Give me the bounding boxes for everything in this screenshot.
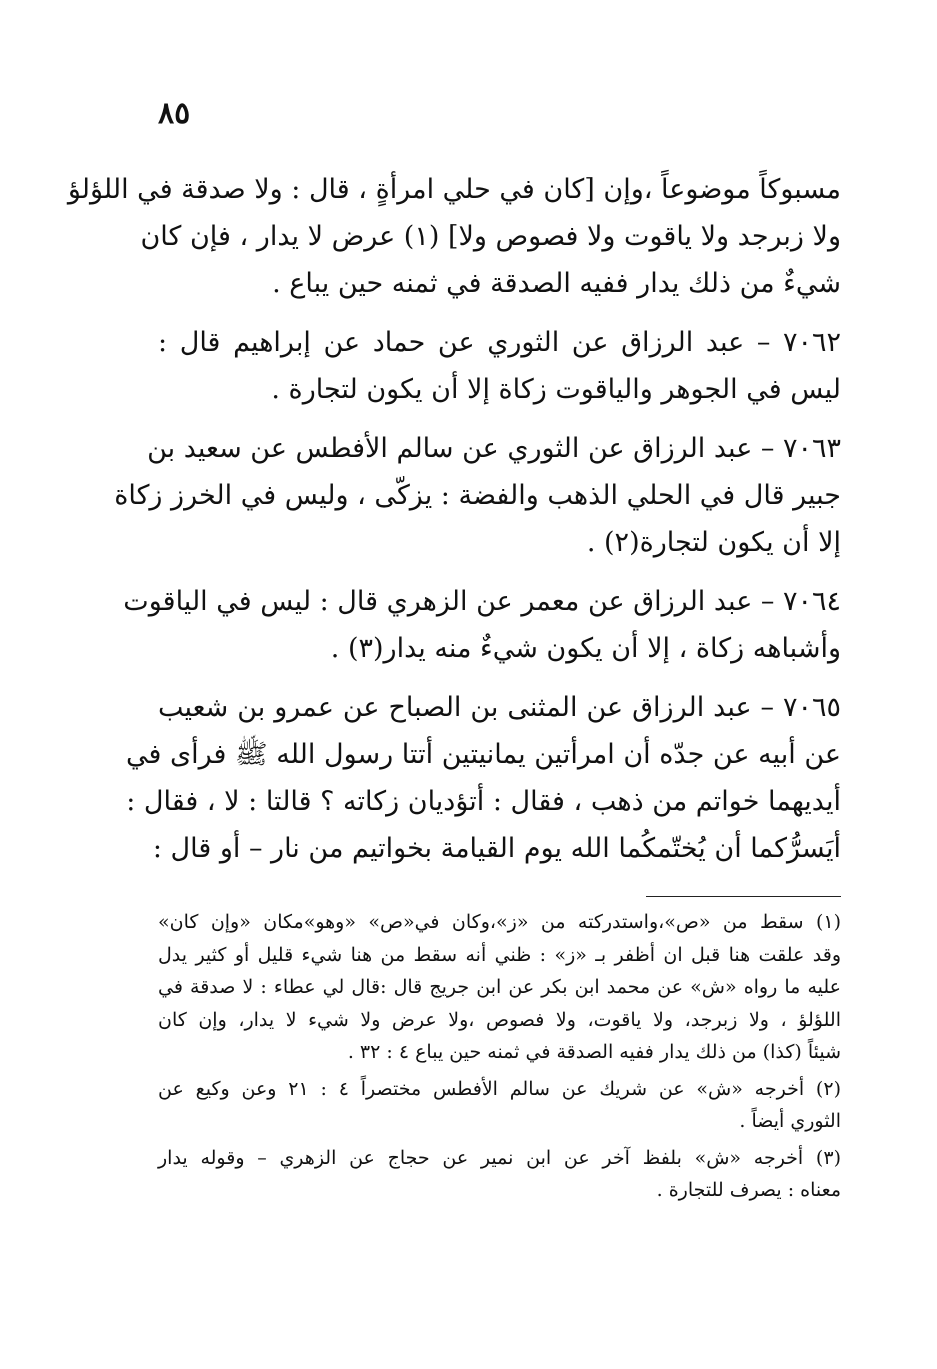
- text-line: مسبوكاً موضوعاً ،وإن [كان في حلي امرأةٍ ، قال : ولا صدقة في اللؤلؤ: [67, 174, 841, 205]
- text-line: أيديهما خواتم من ذهب ، فقال : أتؤديان زكاته ؟ قالتا : لا ، فقال :: [126, 786, 841, 817]
- text-line: ٧٠٦٣ – عبد الرزاق عن الثوري عن سالم الأفطس عن سعيد بن: [147, 433, 841, 464]
- footnotes: [158, 906, 841, 1211]
- hadith-7064: [123, 578, 841, 672]
- text-line: أيَسرُّكما أن يُختّمكُما الله يوم القيامة بخواتيم من نار – أو قال :: [152, 833, 841, 864]
- text-line: عن أبيه عن جدّه أن امرأتين يمانيتين أتتا رسول الله ﷺ فرأى في: [126, 739, 841, 770]
- footnote-1: [158, 906, 841, 1069]
- text-line: وأشباهه زكاة ، إلا أن يكون شيءٌ منه يدار(٣) .: [330, 633, 841, 664]
- footnote-line: شيئاً (كذا) من ذلك يدار ففيه الصدقة في ثمنه حين يباع ٤ : ٣٢ .: [347, 1041, 841, 1063]
- footnote-line: (٢) أخرجه «ش» عن شريك عن سالم الأفطس مختصراً ٤ : ٢١ وعن وكيع عن: [158, 1077, 841, 1100]
- footnote-line: (٣) أخرجه «ش» بلفظ آخر عن ابن نمير عن حجاج عن الزهري – وقوله يدار: [158, 1146, 841, 1169]
- footnote-separator: [646, 896, 841, 897]
- footnote-line: (١) سقط من «ص»،واستدركته من «ز»،وكان في«ص» «وهو»مكان «وإن كان»: [158, 911, 841, 933]
- page-number: ٨٥: [158, 96, 191, 131]
- text-line: ٧٠٦٥ – عبد الرزاق عن المثنى بن الصباح عن عمرو بن شعيب: [158, 692, 841, 723]
- text-line: ولا زبرجد ولا ياقوت ولا فصوص ولا] (١) عرض لا يدار ، فإن كان: [140, 221, 841, 252]
- paragraph-opening: [67, 166, 841, 307]
- main-text: [67, 166, 841, 884]
- footnote-3: [158, 1142, 841, 1207]
- hadith-7065: [126, 684, 841, 872]
- text-line: ٧٠٦٤ – عبد الرزاق عن معمر عن الزهري قال : ليس في الياقوت: [123, 586, 841, 617]
- text-line: إلا أن يكون لتجارة(٢) .: [586, 527, 841, 558]
- text-line: ليس في الجوهر والياقوت زكاة إلا أن يكون لتجارة .: [271, 374, 841, 405]
- footnote-line: وقد علقت هنا قبل ان أظفر بـ «ز» : ظني أنه سقط من هنا شيء قليل أو كثير يدل: [158, 943, 841, 966]
- text-line: ٧٠٦٢ – عبد الرزاق عن الثوري عن حماد عن إبراهيم قال :: [158, 327, 841, 358]
- text-line: شيءٌ من ذلك يدار ففيه الصدقة في ثمنه حين يباع .: [272, 268, 841, 299]
- text-line: جبير قال في الحلي الذهب والفضة : يزكّى ، وليس في الخرز زكاة: [114, 480, 841, 511]
- hadith-7063: [114, 425, 841, 566]
- footnote-line: الثوري أيضاً .: [739, 1110, 841, 1132]
- footnote-line: اللؤلؤ ، ولا زبرجد، ولا ياقوت، ولا فصوص ،ولا عرض ولا شيء لا يدار، وإن كان: [158, 1008, 841, 1031]
- footnote-line: معناه : يصرف للتجارة .: [656, 1179, 841, 1201]
- footnote-2: [158, 1073, 841, 1138]
- hadith-7062: [158, 319, 841, 413]
- footnote-line: عليه ما رواه «ش» عن محمد ابن بكر عن ابن جريج قال :قال لي عطاء : لا صدقة في: [158, 976, 841, 998]
